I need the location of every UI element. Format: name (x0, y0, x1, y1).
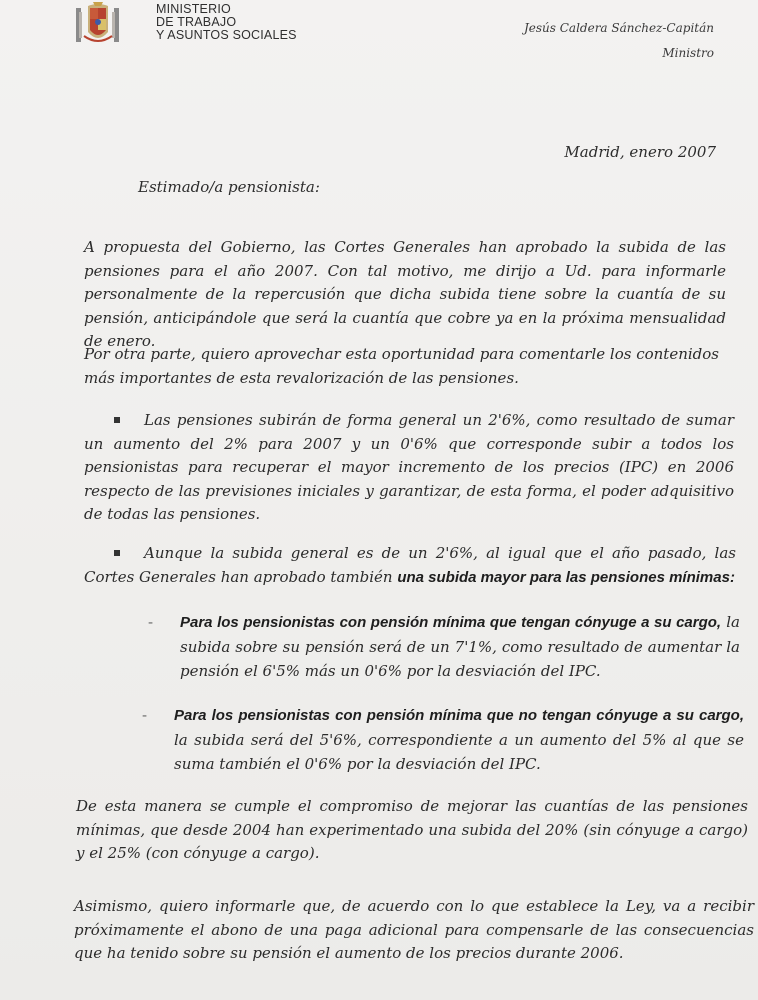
ministry-line-2: DE TRABAJO (156, 15, 237, 29)
ministry-name (156, 3, 297, 42)
letter-date: Madrid, enero 2007 (564, 143, 716, 161)
minister-name: Jesús Caldera Sánchez-Capitán (523, 21, 714, 35)
dash-item-without-spouse (142, 703, 744, 776)
dash-item-with-spouse-emphasis: Para los pensionistas con pensión mínima que tengan cónyuge a su cargo, (180, 614, 722, 631)
dash-item-with-spouse (148, 610, 740, 683)
ministry-line-1: MINISTERIO (156, 2, 231, 16)
paragraph-additional-payment: Asimismo, quiero informarle que, de acuerdo con lo que establece la Ley, va a recibir próximamente el abono de una paga adicional para compensarle de las consecuencias que ha tenido sobre su pensión el aumento de los precios durante 2006. (74, 897, 754, 962)
paragraph-revaluation: Por otra parte, quiero aprovechar esta oportunidad para comentarle los contenidos más importantes de esta revalorización de las pensiones. (84, 345, 719, 387)
dash-item-without-spouse-text: la subida será del 5'6%, correspondiente a un aumento del 5% al que se suma también el 0'6% por la desviación del IPC. (174, 731, 744, 773)
minister-title: Ministro (662, 46, 714, 60)
dash-item-without-spouse-emphasis: Para los pensionistas con pensión mínima que no tengan cónyuge a su cargo, (174, 707, 744, 724)
bullet-icon (114, 417, 120, 423)
dash-icon: - (148, 613, 154, 631)
bullet-minimum-pensions-emphasis: una subida mayor para las pensiones mínimas: (397, 568, 735, 586)
paragraph-intro: A propuesta del Gobierno, las Cortes Generales han aprobado la subida de las pensiones para el año 2007. Con tal motivo, me dirijo a Ud. para informarle personalmente de la repercusión que dicha subida tiene sobre la cuantía de su pensión, anticipándole que será la cuantía que cobre ya en la próxima mensualidad de enero. (84, 238, 726, 350)
dash-item-with-spouse-text: la subida sobre su pensión será de un 7'1%, como resultado de aumentar la pensión el 6'5% más un 0'6% por la desviación del IPC. (180, 613, 740, 680)
bullet-general-increase-text: Las pensiones subirán de forma general un 2'6%, como resultado de sumar un aumento del 2% para 2007 y un 0'6% que corresponde subir a todos los pensionistas para recuperar el mayor incremento de los precios (IPC) en 2006 respecto de las previsiones iniciales y garantizar, de esta forma, el poder adquisitivo de todas las pensiones. (84, 411, 734, 523)
ministry-line-3: Y ASUNTOS SOCIALES (156, 28, 297, 42)
dash-icon: - (142, 706, 148, 724)
bullet-minimum-pensions-text: Aunque la subida general es de un 2'6%, al igual que el año pasado, las Cortes Generales han aprobado también (84, 544, 736, 586)
bullet-general-increase (84, 409, 734, 527)
coat-of-arms-icon (76, 2, 146, 46)
bullet-icon (114, 550, 120, 556)
bullet-minimum-pensions (84, 542, 736, 589)
paragraph-commitment: De esta manera se cumple el compromiso de mejorar las cuantías de las pensiones mínimas, que desde 2004 han experimentado una subida del 20% (sin cónyuge a cargo) y el 25% (con cónyuge a cargo). (76, 797, 748, 862)
salutation: Estimado/a pensionista: (138, 178, 320, 196)
